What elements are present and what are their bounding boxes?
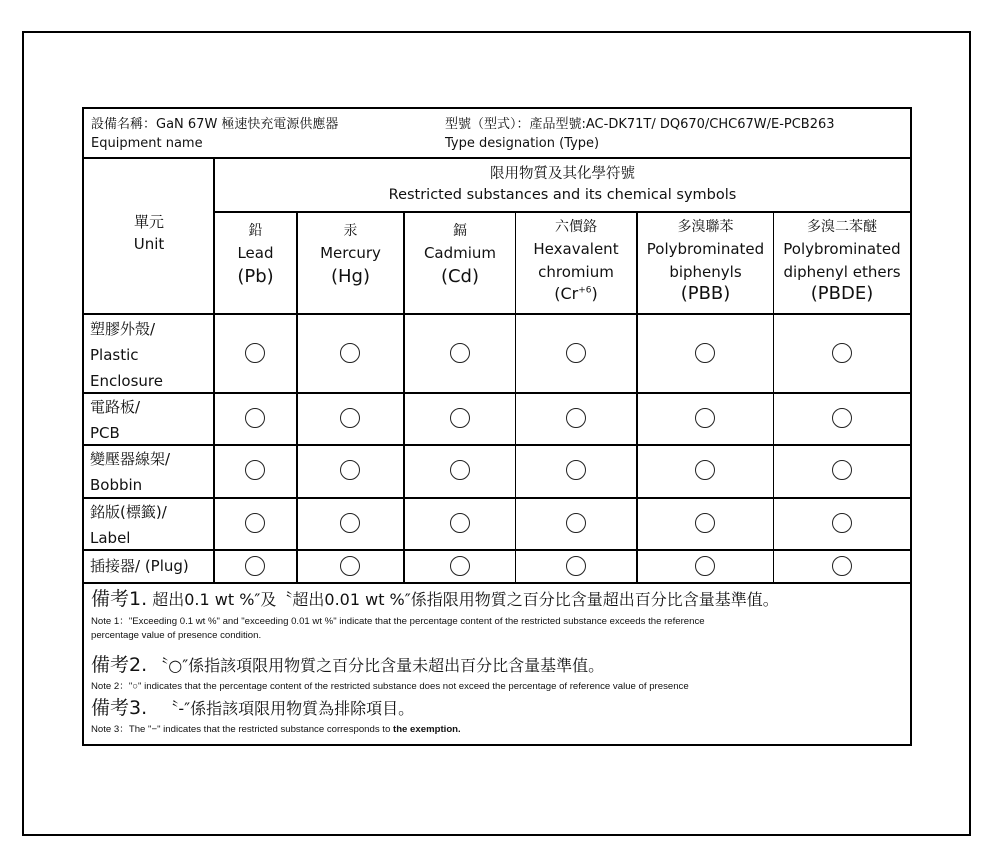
note-1-lead: 備考1.	[91, 588, 148, 610]
circle-mark-icon	[245, 408, 265, 428]
circle-mark-icon	[450, 343, 470, 363]
circle-mark-icon	[832, 460, 852, 480]
column-en: Cadmium	[423, 244, 497, 262]
column-zh: 多溴二苯醚	[807, 219, 877, 235]
note-1-en-line-2: percentage value of presence condition.	[91, 630, 262, 641]
column-header-lead	[215, 212, 296, 315]
column-header-hexavalent-chromium	[516, 212, 636, 315]
note-3-lead: 備考3.	[91, 697, 148, 719]
symbol-text: (Cr	[554, 284, 579, 303]
circle-mark-icon	[695, 408, 715, 428]
row-label-plastic-enclosure	[90, 316, 163, 394]
column-en: Polybrominated	[646, 240, 765, 258]
circle-mark-icon	[695, 343, 715, 363]
note-3-en-bold: the exemption.	[393, 724, 461, 735]
column-symbol: (Cd)	[440, 266, 480, 287]
column-en: Hexavalent	[533, 240, 619, 258]
note-1-text: 超出0.1 wt %″及〝超出0.01 wt %″係指限用物質之百分比含量超出百分比含量基準值。	[152, 590, 779, 609]
row-label-pcb	[90, 394, 140, 446]
column-zh: 鎘	[453, 223, 467, 239]
circle-mark-icon	[245, 556, 265, 576]
row-label-bobbin	[90, 446, 170, 498]
grid-line	[84, 582, 910, 584]
row-label-label	[90, 499, 167, 551]
circle-mark-icon	[450, 513, 470, 533]
row-label-line: 銘版(標籤)/	[90, 503, 167, 521]
column-zh: 鉛	[248, 223, 263, 239]
grid-line	[84, 444, 910, 446]
document-header	[84, 109, 910, 159]
circle-mark-icon	[340, 556, 360, 576]
circle-mark-icon	[450, 556, 470, 576]
column-en: Polybrominated	[783, 240, 901, 258]
column-symbol: (PBB)	[680, 283, 731, 304]
circle-mark-icon	[566, 343, 586, 363]
note-1-en-line-1: Note 1："Exceeding 0.1 wt %" and "exceeding 0.01 wt %" indicate that the percentage content of the restricted substance exceeds the reference	[91, 616, 705, 627]
unit-column-header	[84, 159, 214, 315]
rohs-declaration-table	[82, 107, 912, 746]
row-label-line: 電路板/	[90, 398, 141, 416]
equipment-name-zh: 設備名稱：GaN 67W 極速快充電源供應器	[91, 117, 339, 132]
note-3-en-text: Note 3：The "−" indicates that the restricted substance corresponds to	[91, 724, 391, 735]
circle-mark-icon	[340, 343, 360, 363]
column-header-mercury	[298, 212, 403, 315]
symbol-superscript: +6	[578, 285, 592, 296]
circle-mark-icon	[832, 343, 852, 363]
column-zh: 六價鉻	[555, 219, 597, 235]
column-zh: 多溴聯苯	[677, 219, 734, 235]
restricted-substances-zh: 限用物質及其化學符號	[490, 166, 635, 182]
grid-line	[84, 392, 910, 394]
circle-mark-icon	[695, 513, 715, 533]
restricted-substances-en: Restricted substances and its chemical symbols	[388, 187, 737, 203]
note-2-en: Note 2："○" indicates that the percentage content of the restricted substance does not exceed the percentage of reference value of presence	[91, 681, 689, 692]
grid-line	[84, 549, 910, 551]
circle-mark-icon	[450, 408, 470, 428]
unit-header-zh: 單元	[133, 213, 164, 231]
circle-mark-icon	[832, 513, 852, 533]
symbol-text: )	[591, 284, 598, 303]
grid-line	[84, 497, 910, 499]
circle-mark-icon	[340, 408, 360, 428]
type-designation-en: Type designation (Type)	[445, 136, 600, 151]
note-2-zh	[91, 654, 604, 677]
note-2-text: 〝○″係指該項限用物質之百分比含量未超出百分比含量基準值。	[152, 656, 605, 675]
type-designation-zh: 型號（型式）：產品型號:AC-DK71T/ DQ670/CHC67W/E-PCB263	[445, 117, 835, 132]
column-symbol	[516, 284, 636, 304]
note-3-zh	[91, 697, 414, 720]
row-label-line: 插接器/ (Plug)	[90, 557, 189, 575]
circle-mark-icon	[832, 408, 852, 428]
equipment-name-block	[91, 115, 338, 153]
circle-mark-icon	[340, 513, 360, 533]
circle-mark-icon	[566, 460, 586, 480]
row-label-line: PCB	[90, 424, 120, 442]
row-label-plug	[90, 553, 189, 579]
circle-mark-icon	[245, 460, 265, 480]
column-en-2: biphenyls	[669, 263, 742, 281]
circle-mark-icon	[832, 556, 852, 576]
circle-mark-icon	[245, 513, 265, 533]
note-3-en	[91, 723, 461, 737]
column-symbol: (Pb)	[237, 266, 274, 287]
row-label-line: 變壓器線架/	[90, 450, 171, 468]
circle-mark-icon	[566, 408, 586, 428]
row-label-line: Plastic	[90, 346, 139, 364]
circle-mark-icon	[566, 556, 586, 576]
column-en: Mercury	[320, 244, 381, 262]
column-header-pbb	[638, 212, 773, 315]
row-label-line: Enclosure	[90, 372, 163, 390]
note-3-text: 〝-″係指該項限用物質為排除項目。	[162, 699, 415, 718]
circle-mark-icon	[340, 460, 360, 480]
equipment-name-en: Equipment name	[91, 136, 203, 151]
restricted-substances-header	[215, 159, 910, 212]
note-1-zh	[91, 588, 779, 611]
column-zh: 汞	[343, 223, 358, 239]
row-label-line: 塑膠外殼/	[90, 320, 156, 338]
unit-header-en: Unit	[133, 235, 165, 253]
column-symbol: (PBDE)	[810, 283, 874, 304]
circle-mark-icon	[245, 343, 265, 363]
column-header-pbde	[774, 212, 910, 315]
row-label-line: Label	[90, 529, 131, 547]
column-en-2: chromium	[538, 263, 614, 281]
type-designation-block	[445, 115, 835, 153]
row-label-line: Bobbin	[90, 476, 143, 494]
circle-mark-icon	[450, 460, 470, 480]
column-symbol: (Hg)	[330, 266, 370, 287]
column-header-cadmium	[405, 212, 515, 315]
column-en: Lead	[237, 244, 274, 262]
circle-mark-icon	[566, 513, 586, 533]
column-en-2: diphenyl ethers	[783, 263, 901, 281]
note-2-lead: 備考2.	[91, 654, 148, 676]
circle-mark-icon	[695, 460, 715, 480]
circle-mark-icon	[695, 556, 715, 576]
